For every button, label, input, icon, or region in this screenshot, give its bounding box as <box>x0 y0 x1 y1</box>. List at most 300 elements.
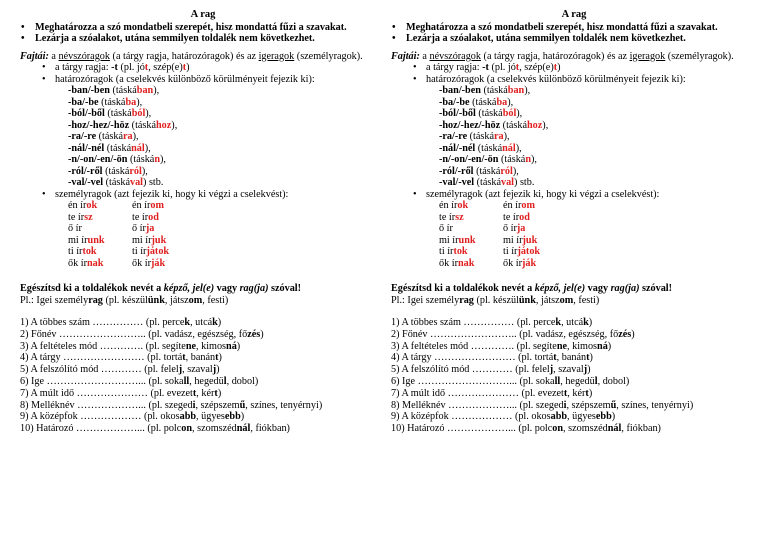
text: határozóragok (a cselekvés különböző körülményeit fejezik ki): <box>55 73 315 85</box>
text: (pl. szeged <box>145 399 193 411</box>
text: , játsz <box>164 294 189 306</box>
conj-cell <box>439 212 503 224</box>
suffix: -ba/-be <box>68 96 99 108</box>
suffix: -val/-vel <box>68 177 104 188</box>
conj-cell <box>68 200 132 212</box>
text: (tásk <box>474 177 497 188</box>
red-suffix: juk <box>151 234 167 246</box>
text: 5) A felszólító mód ………… <box>391 364 513 376</box>
text: (pl. tortá <box>515 352 554 364</box>
hatarozo-row <box>68 120 386 132</box>
text: te ír <box>132 211 149 223</box>
text: abb <box>550 411 568 423</box>
text: mi ír <box>68 234 88 246</box>
text: szóval! <box>639 283 673 294</box>
text: (pl. segíte <box>143 340 186 352</box>
text: ), <box>171 119 178 131</box>
rules-list <box>20 22 386 45</box>
text: , színes, tenyérnyi) <box>616 399 694 411</box>
text: ők ír <box>132 257 151 269</box>
suffix: -ból/-ből <box>68 108 105 119</box>
text: , ügyes <box>196 411 225 423</box>
igeragok-term: igeragok <box>258 50 295 62</box>
hatarozo-row <box>439 177 757 189</box>
text: , szépszem <box>195 399 240 411</box>
text: ti ír <box>503 246 518 257</box>
suffix: -n/-on/-en/-ön <box>439 154 499 165</box>
text: én ír <box>439 200 458 211</box>
exercise-item <box>20 411 386 423</box>
text: (tásk <box>480 85 504 96</box>
conj-cell <box>68 235 132 247</box>
red-suffix: juk <box>522 234 538 246</box>
conj-cell <box>132 246 386 258</box>
suffix: -ból/-ből <box>439 108 476 119</box>
conj-cell <box>439 223 503 235</box>
text: Egészítsd ki a toldalékok nevét a <box>391 283 535 294</box>
text: ő ír <box>68 223 82 234</box>
hatarozo-row <box>68 166 386 178</box>
text: ők ír <box>439 257 458 269</box>
red-suffix: ról <box>500 165 513 177</box>
text: (személyragok). <box>294 50 363 62</box>
targy-item <box>413 62 757 74</box>
text: á <box>151 119 157 131</box>
text: mi ír <box>503 234 523 246</box>
exercise-item <box>20 329 386 341</box>
text: ) <box>240 411 245 423</box>
exercise-item <box>391 341 757 353</box>
example-line <box>20 295 386 307</box>
text: (pl. polc <box>144 423 182 435</box>
suffix: -val/-vel <box>439 177 475 188</box>
text: (tásk <box>98 96 121 108</box>
text: a <box>419 50 430 62</box>
text: á <box>495 165 501 177</box>
text: , fiókban) <box>250 423 290 435</box>
nevszoragok-term: névszóragok <box>429 50 481 62</box>
conj-cell <box>439 258 503 270</box>
text: ti ír <box>68 246 83 257</box>
suffix: -ról/-ről <box>68 165 103 177</box>
fajtai-label: Fajtái: <box>20 50 49 62</box>
red-suffix: om <box>150 200 164 211</box>
exercise-item <box>20 341 386 353</box>
red-suffix: tok <box>453 246 468 257</box>
text: Pl.: Igei személy <box>391 294 460 306</box>
text: , színes, tenyérnyi) <box>245 399 323 411</box>
text: , szomszéd <box>563 423 608 435</box>
red-suffix: ra <box>122 131 133 142</box>
hatarozo-list <box>426 85 757 189</box>
text: (pl. soka <box>516 375 555 387</box>
text: (tásk <box>103 177 126 188</box>
text: te ír <box>503 211 520 223</box>
suffix: -hoz/-hez/-höz <box>439 119 501 131</box>
text: nál <box>236 423 251 435</box>
text: ), <box>516 108 523 119</box>
hatarozo-row <box>439 120 757 132</box>
text: 2) Főnév …………………….. <box>391 328 517 340</box>
red-suffix: ja <box>516 223 526 234</box>
hatarozo-list <box>55 85 386 189</box>
red-suffix: ba <box>496 96 508 108</box>
text: mi ír <box>132 234 152 246</box>
text: vagy <box>214 283 240 294</box>
red-suffix: játok <box>146 246 170 257</box>
text: zés <box>618 328 632 340</box>
red-suffix: hoz <box>156 119 172 131</box>
text: ők ír <box>68 257 87 269</box>
text: 6) Ige ………………………... <box>391 375 517 387</box>
text: 7) A múlt idő ………………… <box>20 387 148 399</box>
worksheet-right <box>391 9 757 435</box>
text: ) <box>218 352 222 364</box>
text: ), <box>153 85 160 96</box>
text: a <box>48 50 59 62</box>
text: zés <box>247 328 261 340</box>
exercise-item <box>20 376 386 388</box>
text: om <box>188 294 203 306</box>
text: (pl. perce <box>514 317 556 328</box>
text: , kér <box>196 387 215 399</box>
text: , utcá <box>190 317 213 328</box>
text: ) <box>588 317 593 328</box>
red-suffix: ják <box>521 257 537 269</box>
red-suffix: n <box>525 154 531 165</box>
igeragok-term: igeragok <box>629 50 666 62</box>
text: (pl. felel <box>141 364 179 376</box>
task-heading <box>391 283 757 295</box>
conj-cell <box>503 200 757 212</box>
text: 3) A feltételes mód …………. <box>391 340 515 352</box>
red-suffix: játok <box>517 246 541 257</box>
text: a tárgy ragja: <box>55 62 112 73</box>
red-suffix: t <box>553 62 558 73</box>
text: Pl.: Igei személy <box>20 294 89 306</box>
fajtai-label: Fajtái: <box>391 50 420 62</box>
conj-cell <box>132 258 386 270</box>
text: á <box>491 96 497 108</box>
text: k <box>555 317 562 328</box>
text: , festi) <box>573 294 600 306</box>
exercise-list <box>20 317 386 435</box>
text: ), <box>503 131 510 142</box>
text: , játsz <box>535 294 560 306</box>
text: (pl. segíte <box>514 340 557 352</box>
text: ), <box>132 131 139 142</box>
worksheet-left <box>20 9 386 435</box>
text: (tásk <box>498 154 521 165</box>
suffix: -nál/-nél <box>68 142 105 154</box>
exercise-item <box>391 388 757 400</box>
red-suffix: od <box>148 211 159 223</box>
text: , banán <box>185 352 216 364</box>
conj-cell <box>68 246 132 258</box>
text: (tásk <box>104 142 127 154</box>
text: , utcá <box>561 317 584 328</box>
exercise-item <box>391 317 757 329</box>
exercise-item <box>391 376 757 388</box>
text: (tásk <box>500 119 523 131</box>
exercise-item <box>20 364 386 376</box>
text: , fiókban) <box>621 423 661 435</box>
text: á <box>497 142 503 154</box>
text: képző, jel(e) <box>163 283 215 294</box>
text: ), <box>141 165 148 177</box>
text: én ír <box>503 200 522 211</box>
text: (pl. készül <box>102 294 148 306</box>
hatarozo-row <box>439 108 757 120</box>
red-suffix: t <box>144 62 149 73</box>
text: (pl. okos <box>512 411 551 423</box>
text: t <box>214 387 218 399</box>
conj-cell <box>132 235 386 247</box>
red-suffix: om <box>521 200 535 211</box>
text: á <box>522 119 528 131</box>
suffix: -nál/-nél <box>439 142 476 154</box>
text: t <box>553 352 557 364</box>
text: (pl. evezet <box>518 387 564 399</box>
text: (pl. okos <box>141 411 180 423</box>
red-suffix: nak <box>457 257 475 269</box>
text: ), <box>145 108 152 119</box>
text: (pl. tortá <box>144 352 183 364</box>
text: (pl. evezet <box>147 387 193 399</box>
text: j <box>212 364 217 376</box>
text: ő ír <box>132 223 146 234</box>
text: l <box>223 375 227 387</box>
text: t <box>586 352 590 364</box>
text: (tásk <box>475 108 499 119</box>
text: rag(ja) <box>239 283 269 294</box>
text: ) <box>607 340 612 352</box>
red-suffix: val <box>129 177 144 188</box>
conj-cell <box>439 235 503 247</box>
text: (pl. perce <box>143 317 185 328</box>
text: á <box>124 165 130 177</box>
suffix: -t <box>111 62 118 73</box>
text: om <box>559 294 574 306</box>
text: ne <box>185 340 197 352</box>
text: (pl. felel <box>512 364 550 376</box>
text: ), <box>531 154 537 165</box>
targy-item <box>42 62 386 74</box>
suffix: -ról/-ről <box>439 165 474 177</box>
hatarozo-row <box>68 143 386 155</box>
rule-item: • Lezárja a szóalakot, utána semmilyen toldalék nem következhet. <box>20 33 386 45</box>
conj-cell <box>503 246 757 258</box>
text: ti ír <box>132 246 147 257</box>
conj-cell <box>503 212 757 224</box>
red-suffix: nak <box>86 257 104 269</box>
text: ) <box>217 387 222 399</box>
text: rag <box>459 294 474 306</box>
text: 9) A középfok ……………… <box>391 411 513 423</box>
text: t <box>192 387 197 399</box>
conj-cell <box>503 235 757 247</box>
conj-cell <box>132 212 386 224</box>
text: 8) Melléknév ………………... <box>20 399 146 411</box>
text: képző, jel(e) <box>534 283 586 294</box>
conj-cell <box>132 223 386 235</box>
suffix: -ra/-re <box>68 131 97 142</box>
text: l <box>594 375 598 387</box>
hatarozo-row <box>68 154 386 166</box>
text: ) <box>217 317 222 328</box>
text: , hegedü <box>189 375 224 387</box>
conj-cell <box>68 223 132 235</box>
text: on <box>181 423 193 435</box>
text: ünk <box>518 294 536 306</box>
text: i <box>192 399 196 411</box>
hatarozo-row <box>439 154 757 166</box>
red-suffix: sz <box>84 211 93 223</box>
fajtai-paragraph <box>391 51 757 63</box>
text: (tásk <box>129 119 152 131</box>
red-suffix: nál <box>131 142 145 154</box>
text: ők ír <box>503 257 522 269</box>
hatarozo-row <box>68 85 386 97</box>
text: ll <box>554 375 561 387</box>
rule-item: • Lezárja a szóalakot, utána semmilyen toldalék nem következhet. <box>391 33 757 45</box>
text: ) <box>557 62 561 73</box>
hatarozo-row <box>68 177 386 189</box>
conj-cell <box>439 200 503 212</box>
text: , festi) <box>202 294 229 306</box>
red-suffix: nál <box>502 142 516 154</box>
text: on <box>552 423 564 435</box>
exercise-item <box>20 423 386 435</box>
red-suffix: ban <box>136 85 154 96</box>
conj-cell <box>439 246 503 258</box>
text: ll <box>183 375 190 387</box>
text: á <box>127 108 132 119</box>
text: Egészítsd ki a toldalékok nevét a <box>20 283 164 294</box>
text: ), <box>136 96 143 108</box>
text: szóval! <box>268 283 302 294</box>
text: , dobol) <box>226 375 259 387</box>
suffix: -t <box>482 62 489 73</box>
text: ünk <box>147 294 165 306</box>
text: ne <box>556 340 568 352</box>
text: 3) A feltételes mód …………. <box>20 340 144 352</box>
text: 5) A felszólító mód ………… <box>20 364 142 376</box>
exercise-item <box>391 423 757 435</box>
red-suffix: ban <box>507 85 525 96</box>
text: ) <box>611 411 616 423</box>
exercise-item <box>20 400 386 412</box>
text: (a tárgy ragja, határozóragok) és az <box>481 50 630 62</box>
exercise-item <box>391 352 757 364</box>
text: 10) Határozó ………………... <box>391 423 516 435</box>
text: 1) A többes szám …………… <box>20 317 144 328</box>
text: j <box>178 364 183 376</box>
text: rag(ja) <box>610 283 640 294</box>
text: , szépszem <box>566 399 611 411</box>
red-suffix: ok <box>86 200 98 211</box>
conj-cell <box>132 200 386 212</box>
text: , dobol) <box>597 375 630 387</box>
text: j <box>583 364 588 376</box>
text: á <box>132 85 137 96</box>
text: személyragok (azt fejezik ki, hogy ki végzi a cselekvést): <box>426 188 660 200</box>
conj-cell <box>503 258 757 270</box>
text: 9) A középfok ……………… <box>20 411 142 423</box>
example-line <box>391 295 757 307</box>
suffix: -ra/-re <box>439 131 468 142</box>
text: (tásk <box>104 108 128 119</box>
text: , kimos <box>567 340 598 352</box>
text: i <box>563 399 567 411</box>
text: (tásk <box>469 96 492 108</box>
types-list <box>391 62 757 269</box>
text: t <box>182 352 186 364</box>
text: (pl. vadász, egészség, fő <box>145 328 248 340</box>
text: ű <box>239 399 246 411</box>
text: (tásk <box>473 165 496 177</box>
text: határozóragok (a cselekvés különböző körülményeit fejezik ki): <box>426 73 686 85</box>
text: (tásk <box>475 142 498 154</box>
text: ebb <box>224 411 241 423</box>
text: ), <box>524 85 531 96</box>
text: ti ír <box>439 246 454 257</box>
text: (tásk <box>109 85 133 96</box>
text: a tárgy ragja: <box>426 62 483 73</box>
szemely-item <box>42 189 386 270</box>
text: ), <box>542 119 549 131</box>
exercise-item <box>391 329 757 341</box>
szemely-item <box>413 189 757 270</box>
red-suffix: sz <box>455 211 464 223</box>
hatarozo-row <box>68 131 386 143</box>
text: ) <box>589 352 593 364</box>
text: t <box>585 387 589 399</box>
text: mi ír <box>439 234 459 246</box>
text: (személyragok). <box>665 50 734 62</box>
red-suffix: ok <box>457 200 469 211</box>
conj-cell <box>503 223 757 235</box>
exercise-item <box>391 411 757 423</box>
text: á <box>125 177 130 188</box>
text: ) <box>587 364 591 376</box>
exercise-item <box>20 317 386 329</box>
text: (pl. soka <box>145 375 184 387</box>
red-suffix: od <box>519 211 530 223</box>
text: ) stb. <box>143 177 164 188</box>
text: á <box>120 96 126 108</box>
text: én ír <box>132 200 151 211</box>
text: (pl. jó <box>488 62 516 73</box>
suffix: -hoz/-hez/-höz <box>68 119 130 131</box>
red-suffix: ba <box>125 96 137 108</box>
text: á <box>503 85 508 96</box>
text: t <box>215 352 219 364</box>
text: rag <box>88 294 103 306</box>
text: k <box>212 317 218 328</box>
text: ) <box>588 387 593 399</box>
text: (tásk <box>467 131 490 142</box>
red-suffix: ja <box>145 223 155 234</box>
page-title: A rag <box>561 9 587 20</box>
red-suffix: ják <box>150 257 166 269</box>
red-suffix: unk <box>87 234 105 246</box>
text: , ügyes <box>567 411 596 423</box>
text: nál <box>607 423 622 435</box>
text: ná <box>597 340 608 352</box>
text: (tásk <box>102 165 125 177</box>
nevszoragok-term: névszóragok <box>58 50 110 62</box>
